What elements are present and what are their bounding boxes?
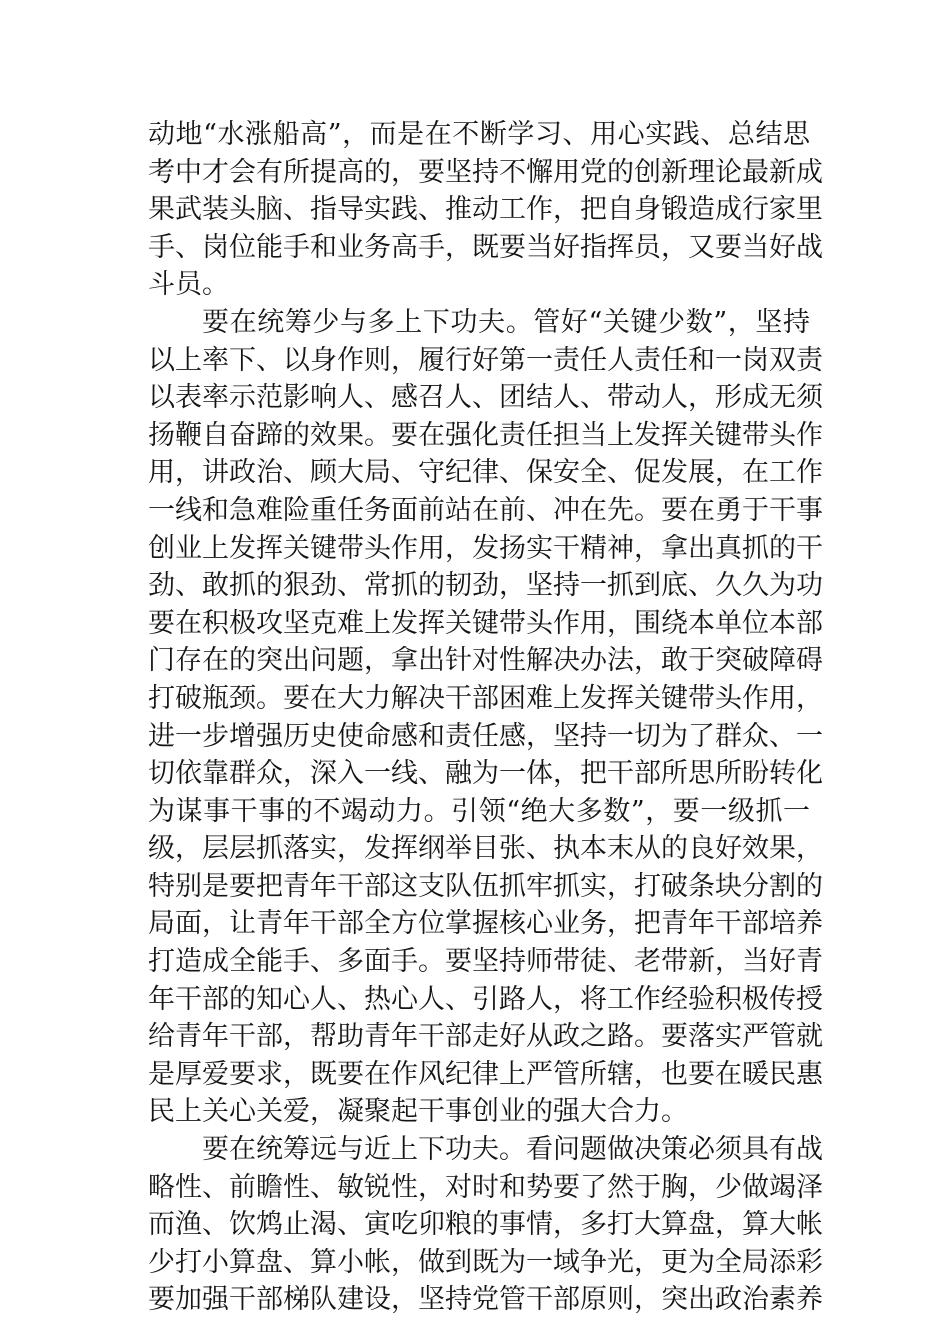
text-line: 劲、敢抓的狠劲、常抓的韧劲，坚持一抓到底、久久为功 [148, 570, 823, 602]
text-line: 切依靠群众，深入一线、融为一体，把干部所思所盼转化 [148, 758, 823, 790]
document-page [148, 116, 823, 1319]
paragraph-3 [148, 1131, 823, 1319]
text-line: 门存在的突出问题，拿出针对性解决办法，敢于突破障碍 [148, 645, 823, 677]
paragraph-2 [148, 304, 823, 1131]
paragraph-1 [148, 116, 823, 304]
text-line: 给青年干部，帮助青年干部走好从政之路。要落实严管就 [148, 1021, 823, 1053]
text-line: 略性、前瞻性、敏锐性，对时和势要了然于胸，少做竭泽 [148, 1171, 823, 1203]
text-line: 考中才会有所提高的，要坚持不懈用党的创新理论最新成 [148, 156, 823, 188]
text-line: 而渔、饮鸩止渴、寅吃卯粮的事情，多打大算盘，算大帐 [148, 1209, 823, 1241]
text-line: 扬鞭自奋蹄的效果。要在强化责任担当上发挥关键带头作 [148, 419, 823, 451]
text-line: 为谋事干事的不竭动力。引领“绝大多数”，要一级抓一 [148, 795, 810, 827]
text-line: 要在统筹远与近上下功夫。看问题做决策必须具有战 [202, 1134, 823, 1166]
text-line: 要加强干部梯队建设，坚持党管干部原则，突出政治素养 [148, 1284, 823, 1316]
text-line: 级，层层抓落实，发挥纲举目张、执本末从的良好效果， [148, 833, 823, 865]
text-line: 要在统筹少与多上下功夫。管好“关键少数”，坚持 [202, 306, 810, 338]
text-line: 要在积极攻坚克难上发挥关键带头作用，围绕本单位本部 [148, 607, 823, 639]
text-line: 打造成全能手、多面手。要坚持师带徒、老带新，当好青 [148, 946, 823, 978]
text-line: 以表率示范影响人、感召人、团结人、带动人，形成无须 [148, 382, 823, 414]
text-line: 斗员。 [148, 269, 229, 301]
text-line: 动地“水涨船高”，而是在不断学习、用心实践、总结思 [148, 119, 810, 150]
text-line: 局面，让青年干部全方位掌握核心业务，把青年干部培养 [148, 908, 823, 940]
text-line: 打破瓶颈。要在大力解决干部困难上发挥关键带头作用， [148, 682, 823, 714]
text-line: 是厚爱要求，既要在作风纪律上严管所辖，也要在暖民惠 [148, 1058, 823, 1090]
text-line: 少打小算盘、算小帐，做到既为一域争光，更为全局添彩 [148, 1246, 823, 1278]
text-line: 年干部的知心人、热心人、引路人，将工作经验积极传授 [148, 983, 823, 1015]
text-line: 手、岗位能手和业务高手，既要当好指挥员，又要当好战 [148, 231, 823, 263]
text-line: 果武装头脑、指导实践、推动工作，把自身锻造成行家里 [148, 194, 823, 226]
text-line: 以上率下、以身作则，履行好第一责任人责任和一岗双责 [148, 344, 823, 376]
text-line: 进一步增强历史使命感和责任感，坚持一切为了群众、一 [148, 720, 823, 752]
text-line: 创业上发挥关键带头作用，发扬实干精神，拿出真抓的干 [148, 532, 823, 564]
text-line: 一线和急难险重任务面前站在前、冲在先。要在勇于干事 [148, 494, 823, 526]
text-line: 民上关心关爱，凝聚起干事创业的强大合力。 [148, 1096, 688, 1128]
text-line: 特别是要把青年干部这支队伍抓牢抓实，打破条块分割的 [148, 870, 823, 902]
text-line: 用，讲政治、顾大局、守纪律、保安全、促发展，在工作 [148, 457, 823, 489]
